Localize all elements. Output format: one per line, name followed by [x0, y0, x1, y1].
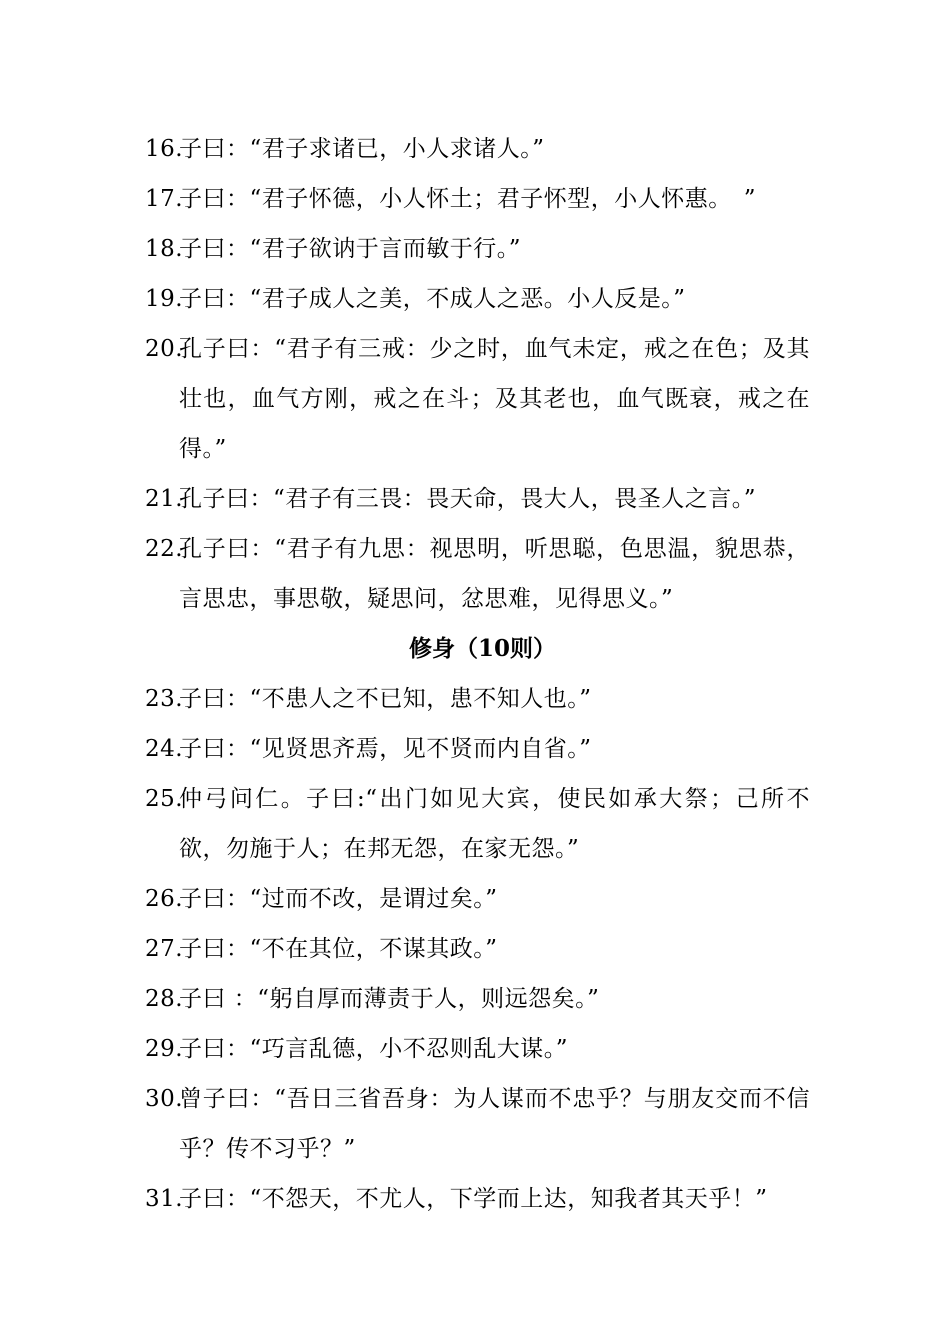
item-text: 子曰：“过而不改，是谓过矣。”: [179, 886, 498, 912]
item-number: 27.: [145, 936, 184, 962]
item-text: 子曰：“不在其位，不谋其政。”: [179, 936, 498, 962]
list-item-23: [145, 674, 810, 724]
section-heading: 修身（10则）: [408, 635, 556, 662]
item-number: 22.: [145, 536, 184, 562]
item-text: 子曰：“君子欲讷于言而敏于行。”: [179, 236, 522, 262]
item-text: 孔子曰：“君子有三畏：畏天命，畏大人，畏圣人之言。”: [179, 486, 757, 512]
item-number: 16.: [145, 136, 184, 162]
item-number: 25.: [145, 786, 184, 812]
list-item-27: [145, 924, 810, 974]
list-item-20: [145, 324, 810, 474]
item-number: 28.: [145, 986, 184, 1012]
item-text: 子曰 ：“躬自厚而薄责于人，则远怨矣。”: [179, 986, 600, 1012]
item-number: 29.: [145, 1036, 184, 1062]
list-item-28: [145, 974, 810, 1024]
item-text: 子曰：“不怨天，不尤人，下学而上达，知我者其天乎！”: [179, 1186, 768, 1212]
item-number: 24.: [145, 736, 184, 762]
item-text: 子曰：“巧言乱德，小不忍则乱大谋。”: [179, 1036, 569, 1062]
item-text: 子曰：“君子怀德，小人怀土；君子怀型，小人怀惠。 ”: [179, 186, 757, 212]
list-item-31: [145, 1174, 810, 1224]
item-number: 17.: [145, 186, 184, 212]
item-number: 21.: [145, 486, 184, 512]
item-text: 子曰：“君子求诸已，小人求诸人。”: [179, 136, 545, 162]
item-number: 18.: [145, 236, 184, 262]
item-number: 30.: [145, 1086, 184, 1112]
list-item-24: [145, 724, 810, 774]
item-text: 子曰：“君子成人之美，不成人之恶。小人反是。”: [179, 286, 686, 312]
list-item-16: [145, 124, 810, 174]
item-number: 31.: [145, 1186, 184, 1212]
item-number: 19.: [145, 286, 184, 312]
list-item-19: [145, 274, 810, 324]
document-content: [145, 124, 810, 1224]
list-item-30: [145, 1074, 810, 1174]
item-text: 孔子曰：“君子有三戒：少之时，血气未定，戒之在色；及其壮也，血气方刚，戒之在斗；及其老也，血气既衰，戒之在得。”: [179, 336, 810, 462]
item-number: 26.: [145, 886, 184, 912]
item-number: 23.: [145, 686, 184, 712]
list-item-17: [145, 174, 810, 224]
list-item-22: [145, 524, 810, 624]
list-item-29: [145, 1024, 810, 1074]
item-text: 子曰：“见贤思齐焉，见不贤而内自省。”: [179, 736, 592, 762]
list-item-21: [145, 474, 810, 524]
item-text: 孔子曰：“君子有九思：视思明，听思聪，色思温，貌思恭，言思忠，事思敬，疑思问，忿思难，见得思义。”: [179, 536, 810, 612]
item-text: 曾子曰：“吾日三省吾身：为人谋而不忠乎？与朋友交而不信乎？传不习乎？”: [179, 1086, 810, 1162]
item-number: 20.: [145, 336, 184, 362]
list-item-25: [145, 774, 810, 874]
item-text: 仲弓问仁。子曰:“出门如见大宾，使民如承大祭；己所不欲，勿施于人；在邦无怨，在家无怨。”: [179, 786, 810, 862]
list-item-26: [145, 874, 810, 924]
list-item-18: [145, 224, 810, 274]
item-text: 子曰：“不患人之不已知，患不知人也。”: [179, 686, 592, 712]
